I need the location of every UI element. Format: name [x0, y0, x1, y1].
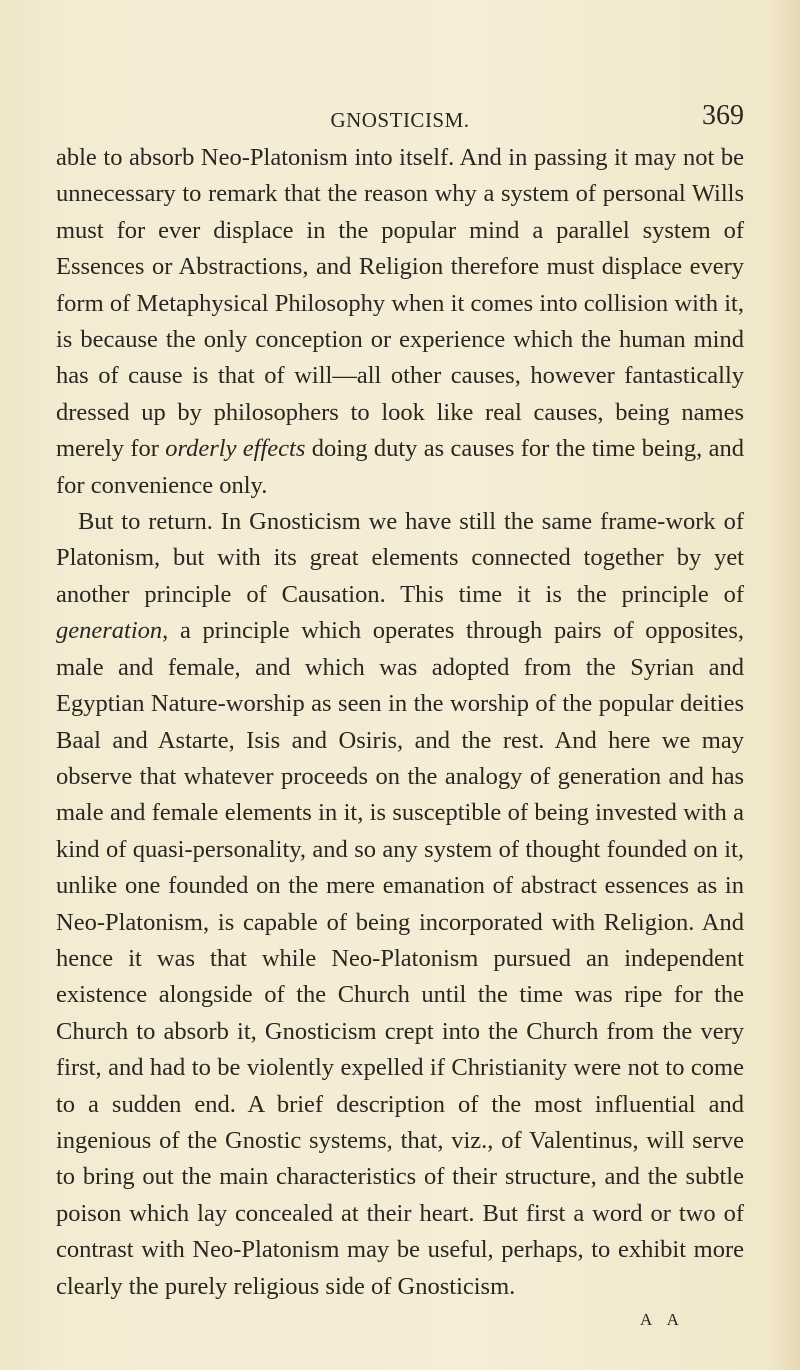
signature-mark: A A: [640, 1310, 685, 1329]
paragraph-1: [56, 140, 744, 504]
paragraph-2-text-b: , a principle which operates through pairs of opposites, male and female, and which was adopted from the Syrian and Egyptian Nature-worship as seen in the worship of the popular deities Baal and Astarte, Isis and Osiris, and the rest. And here we may observe that whatever proceeds on the analogy of generation and has male and female elements in it, is susceptible of being invested with a kind of quasi-personality, and so any system of thought founded on it, unlike one founded on the mere emanation of abstract essences as in Neo-Platonism, is capable of being incorporated with Religion. And hence it was that while Neo-Platonism pursued an independent existence alongside of the Church until the time was ripe for the Church to absorb it, Gnosticism crept into the Church from the very first, and had to be violently expelled if Christianity were not to come to a sudden end. A brief description of the most influential and ingenious of the Gnostic systems, that, viz., of Valentinus, will serve to bring out the main characteristics of their structure, and the subtle poison which lay concealed at their heart. But first a word or two of contrast with Neo-Platonism may be useful, perhaps, to exhibit more clearly the purely religious side of Gnosticism.: [56, 617, 744, 1300]
page-header: [56, 96, 744, 136]
paragraph-1-text-b: doing duty as causes for the time being, and for convenience only.: [56, 435, 744, 499]
paragraph-2-text-a: But to return. In Gnosticism we have still the same frame-work of Platonism, but with its great elements connected together by yet another principle of Causation. This time it is the principle of: [56, 508, 744, 608]
paragraph-1-text-a: able to absorb Neo-Platonism into itself. And in passing it may not be unnecessary to remark that the reason why a system of personal Wills must for ever displace in the popular mind a parallel system of Essences or Abstractions, and Religion therefore must displace every form of Metaphysical Philosophy when it comes into collision with it, is because the only conception or experience which the human mind has of cause is that of will—all other causes, however fantastically dressed up by philosophers to look like real causes, being names merely for: [56, 144, 744, 463]
running-head: GNOSTICISM.: [330, 108, 470, 132]
page-number: 369: [702, 100, 744, 131]
paragraph-2-italic: generation: [56, 617, 163, 645]
paragraph-1-italic: orderly effects: [165, 435, 306, 463]
paragraph-2: [56, 504, 744, 1305]
body-text: [56, 140, 744, 1305]
